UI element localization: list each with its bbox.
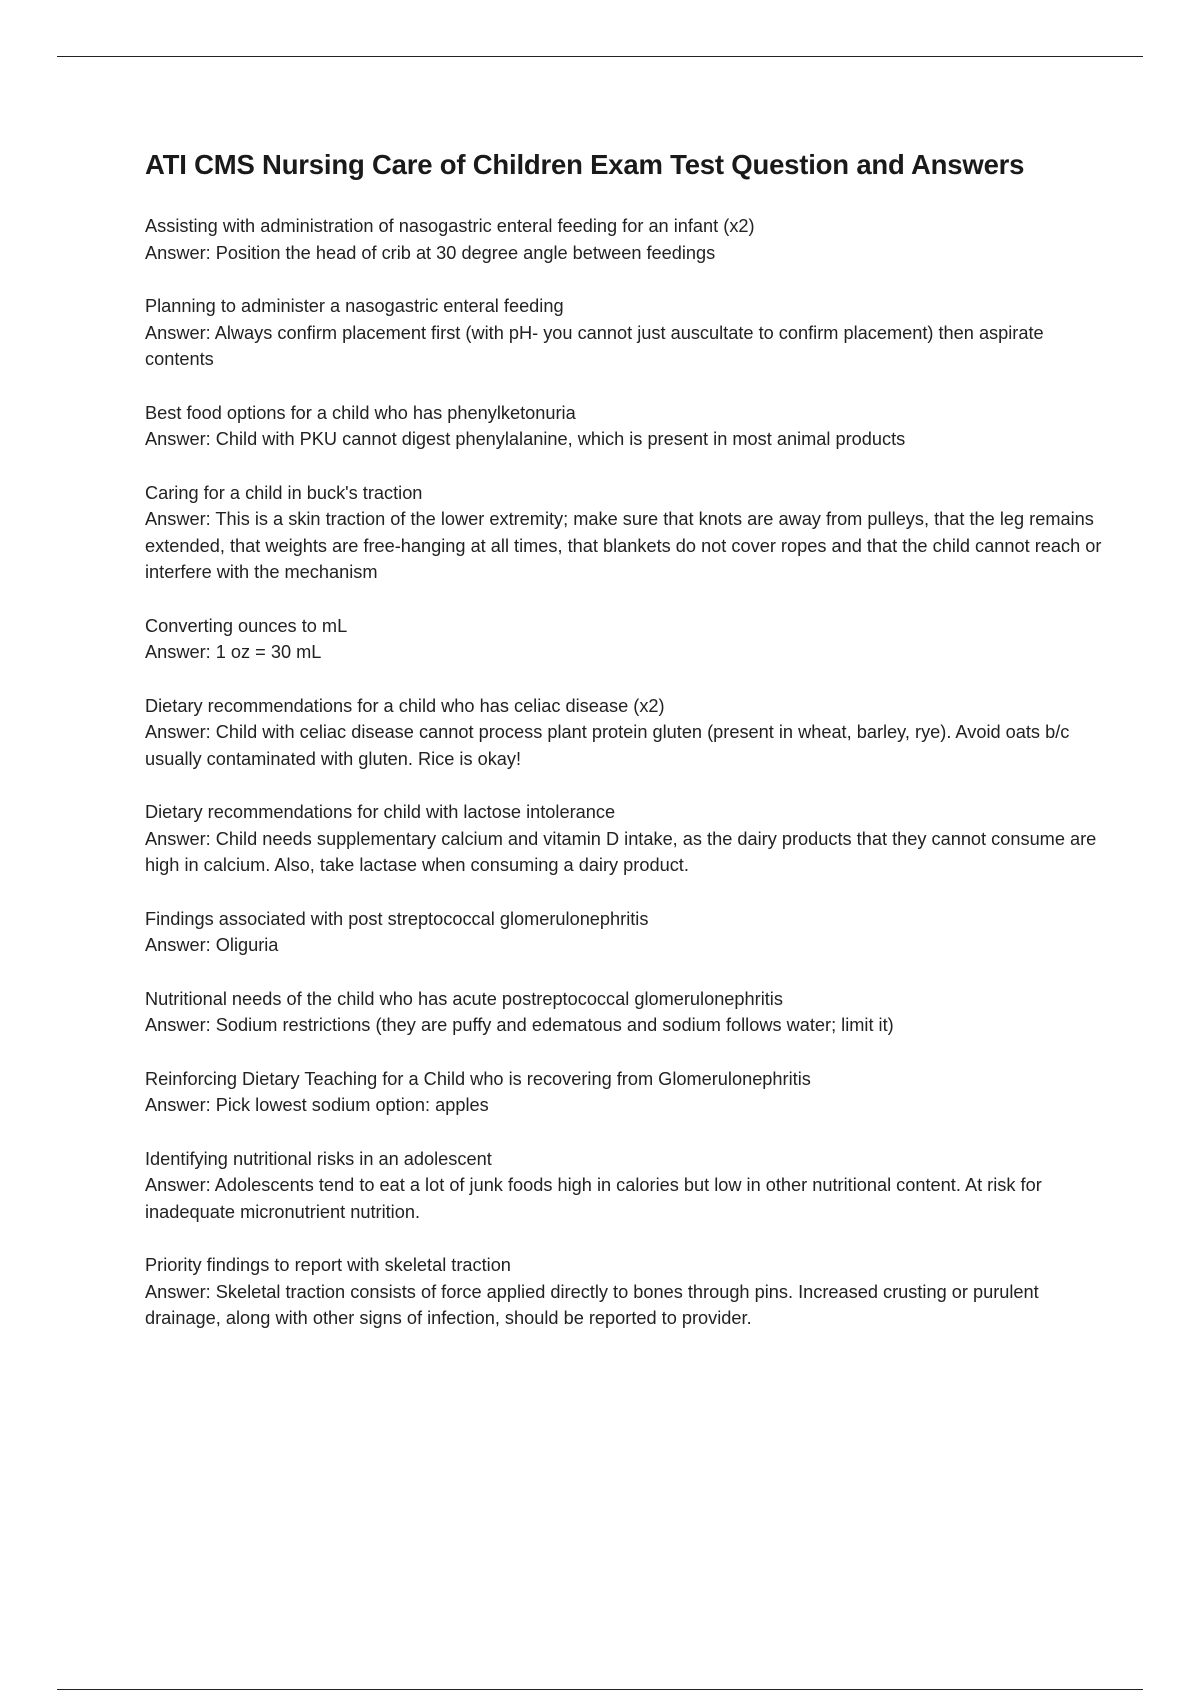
document-title: ATI CMS Nursing Care of Children Exam Test Question and Answers [145,149,1025,180]
qa-item [145,693,1105,773]
answer-text: Answer: Skeletal traction consists of force applied directly to bones through pins. Increased crusting or purulent drainage, along with other signs of infection, should be reported to provider. [145,1281,1039,1328]
question-text: Planning to administer a nasogastric enteral feeding [145,296,564,316]
question-text: Nutritional needs of the child who has acute postreptococcal glomerulonephritis [145,988,783,1009]
question-text: Caring for a child in buck's traction [145,482,423,503]
answer-text: Answer: Child needs supplementary calcium and vitamin D intake, as the dairy products that they cannot consume are high in calcium. Also, take lactase when consuming a dairy product. [145,828,1097,875]
question-text: Assisting with administration of nasogastric enteral feeding for an infant (x2) [145,216,755,236]
top-rule [57,56,1143,57]
question-text: Best food options for a child who has phenylketonuria [145,402,576,423]
question-text: Findings associated with post streptococcal glomerulonephritis [145,908,649,929]
question-text: Identifying nutritional risks in an adolescent [145,1148,492,1169]
bottom-rule [57,1689,1143,1690]
qa-item [145,613,1105,666]
qa-item [145,1146,1105,1226]
document-page [145,145,1105,1359]
qa-item [145,480,1105,586]
answer-text: Answer: This is a skin traction of the lower extremity; make sure that knots are away from pulleys, that the leg remains extended, that weights are free-hanging at all times, that blankets do not cover ropes and that the child cannot reach or interfere with the mechanism [145,509,1102,582]
answer-text: Answer: Child with celiac disease cannot process plant protein gluten (present in wheat, barley, rye). Avoid oats b/c usually contaminated with gluten. Rice is okay! [145,722,1070,769]
qa-item [145,1252,1105,1332]
answer-text: Answer: Position the head of crib at 30 degree angle between feedings [145,242,716,263]
qa-item [145,213,1105,266]
question-text: Priority findings to report with skeletal traction [145,1255,511,1275]
qa-item [145,906,1105,959]
answer-text: Answer: Oliguria [145,935,279,955]
answer-text: Answer: Adolescents tend to eat a lot of junk foods high in calories but low in other nutritional content. At risk for inadequate micronutrient nutrition. [145,1175,1042,1222]
question-text: Dietary recommendations for child with lactose intolerance [145,802,616,822]
answer-text: Answer: Always confirm placement first (with pH- you cannot just auscultate to confirm placement) then aspirate contents [145,322,1044,369]
qa-list [145,213,1105,1332]
answer-text: Answer: 1 oz = 30 mL [145,642,322,662]
answer-text: Answer: Pick lowest sodium option: apples [145,1095,489,1115]
question-text: Reinforcing Dietary Teaching for a Child who is recovering from Glomerulonephritis [145,1068,811,1089]
qa-item [145,293,1105,373]
answer-text: Answer: Sodium restrictions (they are puffy and edematous and sodium follows water; limit it) [145,1015,894,1035]
question-text: Dietary recommendations for a child who has celiac disease (x2) [145,695,665,716]
answer-text: Answer: Child with PKU cannot digest phenylalanine, which is present in most animal products [145,429,906,449]
qa-item [145,1066,1105,1119]
question-text: Converting ounces to mL [145,615,348,636]
qa-item [145,799,1105,879]
qa-item [145,400,1105,453]
qa-item [145,986,1105,1039]
